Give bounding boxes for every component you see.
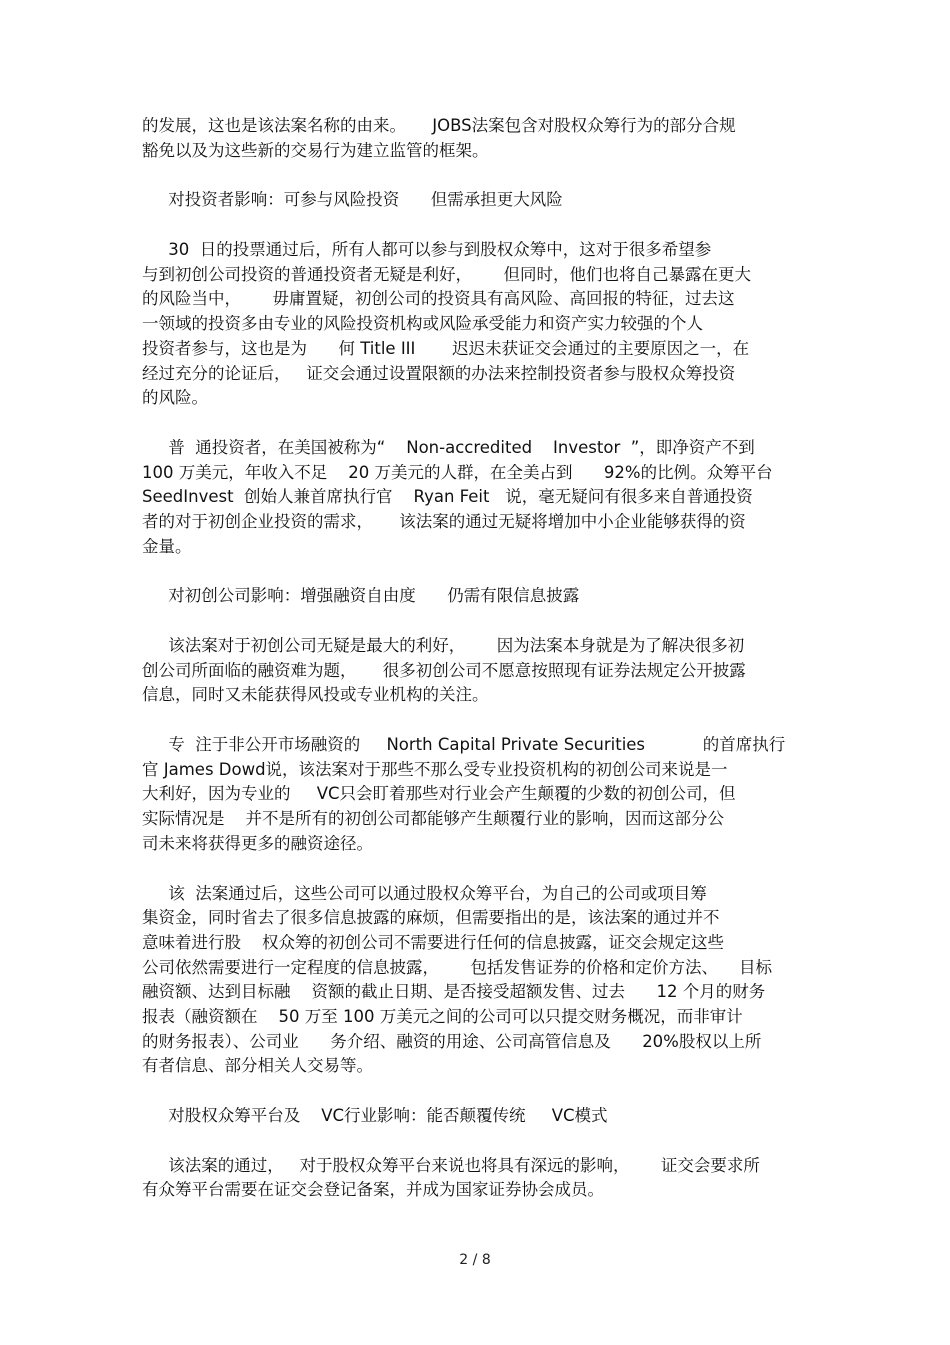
- text-line: 集资金，同时省去了很多信息披露的麻烦，但需要指出的是，该法案的通过并不: [142, 908, 720, 928]
- text-line: 的风险当中， 毋庸置疑，初创公司的投资具有高风险、高回报的特征，过去这: [142, 289, 735, 309]
- paragraph-platform-registration: [142, 1154, 810, 1203]
- section-heading-startups: 对初创公司影响：增强融资自由度 仍需有限信息披露: [142, 586, 580, 606]
- paragraph-startup-benefit: [142, 634, 810, 708]
- text-line: 该法案对于初创公司无疑是最大的利好， 因为法案本身就是为了解决很多初: [142, 636, 745, 656]
- text-line: 的发展，这也是该法案名称的由来。 JOBS法案包含对股权众筹行为的部分合规: [142, 116, 736, 135]
- section-heading-investors: 对投资者影响：可参与风险投资 但需承担更大风险: [142, 190, 563, 210]
- text-line: 豁免以及为这些新的交易行为建立监管的框架。: [142, 140, 489, 160]
- page-total: 8: [481, 1252, 491, 1268]
- text-line: 金量。: [142, 536, 192, 556]
- text-line: SeedInvest 创始人兼首席执行官 Ryan Feit 说，毫无疑问有很多来自普通投资: [142, 487, 753, 507]
- text-line: 官 James Dowd说，该法案对于那些不那么受专业投资机构的初创公司来说是一: [142, 759, 728, 779]
- text-line: 该法案的通过， 对于股权众筹平台来说也将具有深远的影响， 证交会要求所: [142, 1155, 760, 1175]
- text-line: 普 通投资者，在美国被称为“ Non-accredited Investor ”，即净资产不到: [142, 437, 755, 457]
- text-line: 意味着进行股 权众筹的初创公司不需要进行任何的信息披露，证交会规定这些: [142, 932, 724, 952]
- text-line: 报表（融资额在 50 万至 100 万美元之间的公司可以只提交财务概况，而非审计: [142, 1006, 743, 1026]
- text-line: 经过充分的论证后， 证交会通过设置限额的办法来控制投资者参与股权众筹投资: [142, 363, 736, 383]
- paragraph-investor-risk: [142, 238, 810, 411]
- text-line: 该 法案通过后，这些公司可以通过股权众筹平台，为自己的公司或项目筹: [142, 883, 707, 903]
- paragraph-north-capital: [142, 733, 810, 856]
- text-line: 100 万美元，年收入不足 20 万美元的人群，在全美占到 92%的比例。众筹平台: [142, 462, 773, 482]
- page-current: 2: [459, 1252, 469, 1268]
- document-body: [142, 114, 810, 1228]
- paragraph-disclosure-requirements: [142, 882, 810, 1080]
- section-heading-platforms-vc: 对股权众筹平台及 VC行业影响：能否颠覆传统 VC模式: [142, 1106, 608, 1126]
- text-line: 投资者参与，这也是为 何 Title III 迟迟未获证交会通过的主要原因之一，在: [142, 338, 750, 358]
- text-line: 与到初创公司投资的普通投资者无疑是利好， 但同时，他们也将自己暴露在更大: [142, 264, 751, 284]
- text-line: 者的对于初创企业投资的需求， 该法案的通过无疑将增加中小企业能够获得的资: [142, 511, 746, 531]
- text-line: 实际情况是 并不是所有的初创公司都能够产生颠覆行业的影响，因而这部分公: [142, 809, 724, 829]
- text-line: 一领域的投资多由专业的风险投资机构或风险承受能力和资产实力较强的个人: [142, 314, 703, 334]
- text-line: 有者信息、部分相关人交易等。: [142, 1056, 373, 1076]
- text-line: 公司依然需要进行一定程度的信息披露， 包括发售证券的价格和定价方法、 目标: [142, 957, 772, 977]
- text-line: 有众筹平台需要在证交会登记备案，并成为国家证券协会成员。: [142, 1180, 604, 1200]
- text-line: 司未来将获得更多的融资途径。: [142, 833, 373, 853]
- text-line: 的财务报表）、公司业 务介绍、融资的用途、公司高管信息及 20%股权以上所: [142, 1031, 762, 1051]
- page-separator: /: [472, 1252, 478, 1268]
- text-line: 专 注于非公开市场融资的 North Capital Private Securities 的首席执行: [142, 735, 786, 755]
- paragraph-jobs-act-origin: [142, 114, 810, 163]
- text-line: 融资额、达到目标融 资额的截止日期、是否接受超额发售、过去 12 个月的财务: [142, 982, 766, 1002]
- text-line: 信息，同时又未能获得风投或专业机构的关注。: [142, 685, 489, 705]
- text-line: 的风险。: [142, 388, 208, 408]
- paragraph-non-accredited-investor: [142, 436, 810, 559]
- page-number: [0, 1250, 950, 1270]
- text-line: 30 日的投票通过后，所有人都可以参与到股权众筹中，这对于很多希望参: [142, 240, 712, 260]
- text-line: 大利好，因为专业的 VC只会盯着那些对行业会产生颠覆的少数的初创公司，但: [142, 784, 736, 804]
- text-line: 创公司所面临的融资难为题， 很多初创公司不愿意按照现有证券法规定公开披露: [142, 660, 746, 680]
